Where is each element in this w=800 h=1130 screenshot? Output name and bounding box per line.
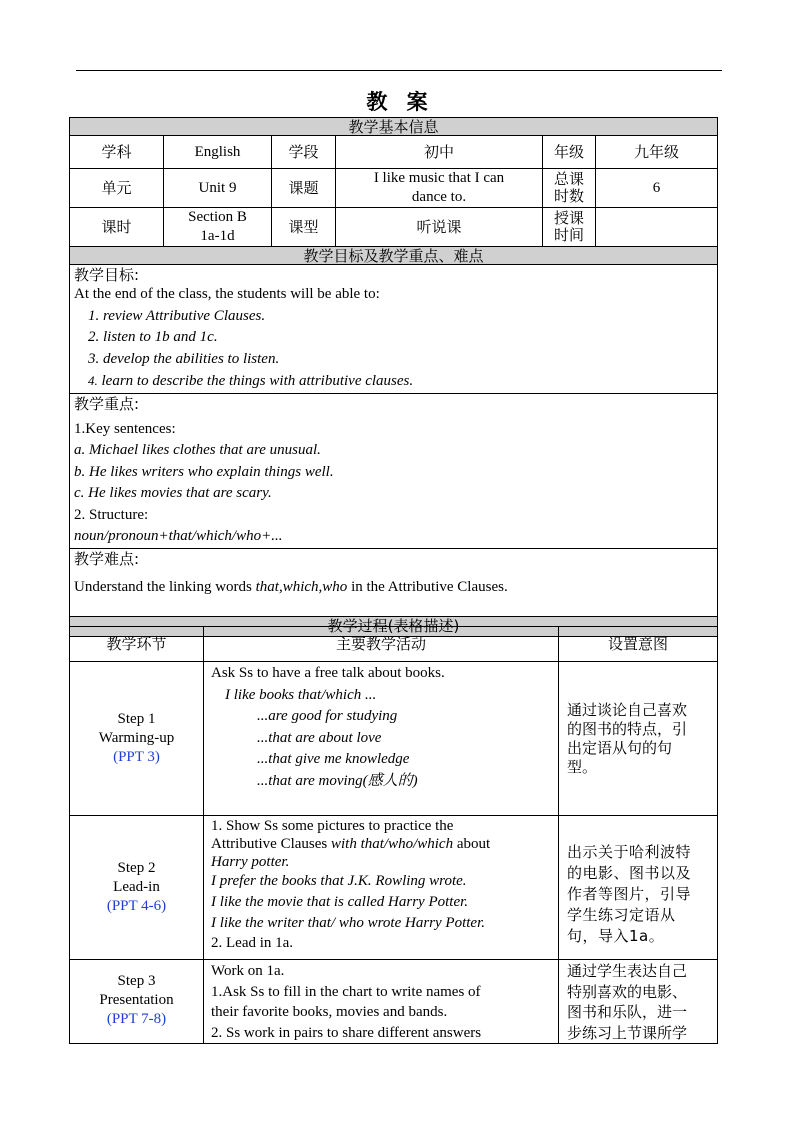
step-1-activity-item: ...are good for studying [257, 708, 398, 724]
type-value: 听说课 [336, 208, 543, 247]
goal-item [74, 370, 713, 393]
class-time-label-1: 授课 [553, 209, 584, 227]
key-points-title: 教学重点: [74, 394, 140, 413]
step-2-intent-line: 句，导入1a。 [567, 927, 665, 945]
difficulty-title: 教学难点: [74, 549, 140, 568]
step-1-activity-item: ...that give me knowledge [257, 751, 410, 767]
step-3-name: Presentation [99, 992, 174, 1008]
basic-info-table [69, 117, 718, 637]
header-rule [76, 70, 722, 71]
step-2-activity-line-2-pre: Attributive Clauses [211, 836, 331, 852]
difficulty-text-pre: Understand the linking words [74, 578, 256, 595]
process-table [69, 626, 718, 1044]
step-2-name: Lead-in [113, 879, 160, 895]
step-3-activity [204, 960, 559, 1044]
key-sentence: b. He likes writers who explain things well. [74, 463, 334, 480]
key-sentences-label: 1.Key sentences: [74, 420, 176, 437]
step-1-name: Warming-up [98, 730, 175, 746]
key-points-cell [70, 393, 718, 548]
grade-value: 九年级 [596, 136, 718, 169]
total-hours-label [543, 169, 596, 208]
step-2-activity-item: I like the writer that/ who wrote Harry Potter. [211, 914, 486, 931]
step-2-ppt: (PPT 4-6) [106, 898, 167, 914]
step-2-activity-last: 2. Lead in 1a. [211, 935, 294, 952]
step-2-activity-line-1: 1. Show Ss some pictures to practice the [211, 818, 454, 834]
step-1-number: Step 1 [117, 711, 156, 727]
difficulty-text-post: in the Attributive Clauses. [347, 578, 508, 595]
grade-label: 年级 [543, 136, 596, 169]
goals-cell [70, 265, 718, 394]
topic-value [336, 169, 543, 208]
step-1-activity-item: ...that are about love [257, 729, 382, 746]
subject-value: English [164, 136, 272, 169]
step-3-activity-line: Work on 1a. [211, 963, 285, 979]
class-time-value [596, 208, 718, 247]
stage-label: 学段 [272, 136, 336, 169]
col-intent-header: 设置意图 [559, 627, 718, 662]
col-step-header: 教学环节 [70, 627, 204, 662]
step-2-activity-line-2 [211, 835, 554, 853]
step-2-intent-line: 学生练习定语从 [567, 906, 676, 924]
step-2-activity-line-2-post: about [453, 836, 491, 852]
step-3-intent-line: 通过学生表达自己 [567, 962, 688, 980]
step-3-ppt: (PPT 7-8) [106, 1011, 167, 1027]
goal-item: 1. review Attributive Clauses. [88, 307, 266, 324]
step-1-intent-line: 通过谈论自己喜欢 [567, 700, 688, 719]
difficulty-cell [70, 548, 718, 616]
step-2-cell [70, 816, 204, 960]
class-time-label-2: 时间 [553, 226, 584, 244]
step-2-activity-line-3: Harry potter. [211, 854, 290, 870]
goal-4-number: 4. [88, 373, 98, 388]
step-3-activity-line: 1.Ask Ss to fill in the chart to write names of [211, 983, 481, 1000]
period-line-1: Section B [188, 209, 247, 225]
step-3-intent-line: 步练习上节课所学 [567, 1023, 688, 1042]
step-2-activity-line-2-italic: with that/who/which [331, 836, 454, 852]
step-2-activity-item: I like the movie that is called Harry Potter. [211, 893, 469, 910]
goal-item: 3. develop the abilities to listen. [88, 350, 280, 367]
goal-4-text: learn to describe the things with attributive clauses. [101, 373, 414, 389]
basic-info-header: 教学基本信息 [70, 118, 718, 136]
step-2-intent-line: 出示关于哈利波特 [567, 843, 692, 861]
subject-label: 学科 [70, 136, 164, 169]
period-value [164, 208, 272, 247]
process-header: 教学过程(表格描述) [70, 616, 718, 636]
step-2-intent-line: 作者等图片，引导 [567, 885, 692, 903]
step-3-activity-line: 2. Ss work in pairs to share different answers [211, 1024, 482, 1041]
step-1-ppt: (PPT 3) [113, 749, 160, 765]
step-3-activity-line: their favorite books, movies and bands. [211, 1004, 448, 1020]
type-label: 课型 [272, 208, 336, 247]
class-time-label [543, 208, 596, 247]
col-activity-header: 主要教学活动 [204, 627, 559, 662]
period-line-2: 1a-1d [200, 228, 235, 244]
step-2-activity-item: I prefer the books that J.K. Rowling wrote. [211, 873, 467, 889]
step-2-intent-line: 的电影、图书以及 [567, 864, 692, 882]
step-1-intent-line: 型。 [567, 757, 598, 776]
step-1-intent-line: 的图书的特点，引 [567, 719, 688, 738]
total-hours-label-2: 时数 [553, 187, 584, 205]
goals-title: 教学目标: [74, 266, 140, 284]
topic-line-1: I like music that I can [373, 170, 505, 186]
step-1-activity-line-2: I like books that/which ... [225, 686, 377, 703]
step-3-intent-line: 图书和乐队，进一 [567, 1003, 688, 1021]
step-3-number: Step 3 [117, 973, 156, 989]
goals-intro: At the end of the class, the students will be able to: [74, 286, 380, 302]
step-1-activity [204, 662, 559, 816]
difficulty-text [74, 578, 713, 597]
step-3-cell [70, 960, 204, 1044]
step-1-cell [70, 662, 204, 816]
unit-value: Unit 9 [164, 169, 272, 208]
step-1-intent-line: 出定语从句的句 [567, 738, 673, 757]
step-2-activity [204, 816, 559, 960]
period-label: 课时 [70, 208, 164, 247]
step-2-intent [559, 816, 718, 960]
step-1-activity-item: ...that are moving(感人的) [257, 772, 418, 789]
key-sentence: c. He likes movies that are scary. [74, 485, 272, 501]
page-title: 教 案 [366, 90, 434, 114]
total-hours-label-1: 总课 [553, 170, 584, 188]
step-3-intent [559, 960, 718, 1044]
total-hours-value: 6 [596, 169, 718, 208]
structure-label: 2. Structure: [74, 506, 149, 523]
structure-pattern: noun/pronoun+that/which/who+... [74, 528, 283, 544]
step-3-intent-line: 特别喜欢的电影、 [567, 982, 688, 1001]
step-2-number: Step 2 [117, 860, 156, 876]
topic-line-2: dance to. [411, 189, 467, 205]
key-sentence: a. Michael likes clothes that are unusual. [74, 442, 321, 458]
objectives-header: 教学目标及教学重点、难点 [70, 247, 718, 265]
unit-label: 单元 [70, 169, 164, 208]
topic-label: 课题 [272, 169, 336, 208]
difficulty-linking-words: that,which,who [255, 578, 348, 595]
goal-item: 2. listen to 1b and 1c. [88, 329, 218, 345]
step-1-intent [559, 662, 718, 816]
step-1-activity-line-1: Ask Ss to have a free talk about books. [211, 665, 445, 681]
stage-value: 初中 [336, 136, 543, 169]
